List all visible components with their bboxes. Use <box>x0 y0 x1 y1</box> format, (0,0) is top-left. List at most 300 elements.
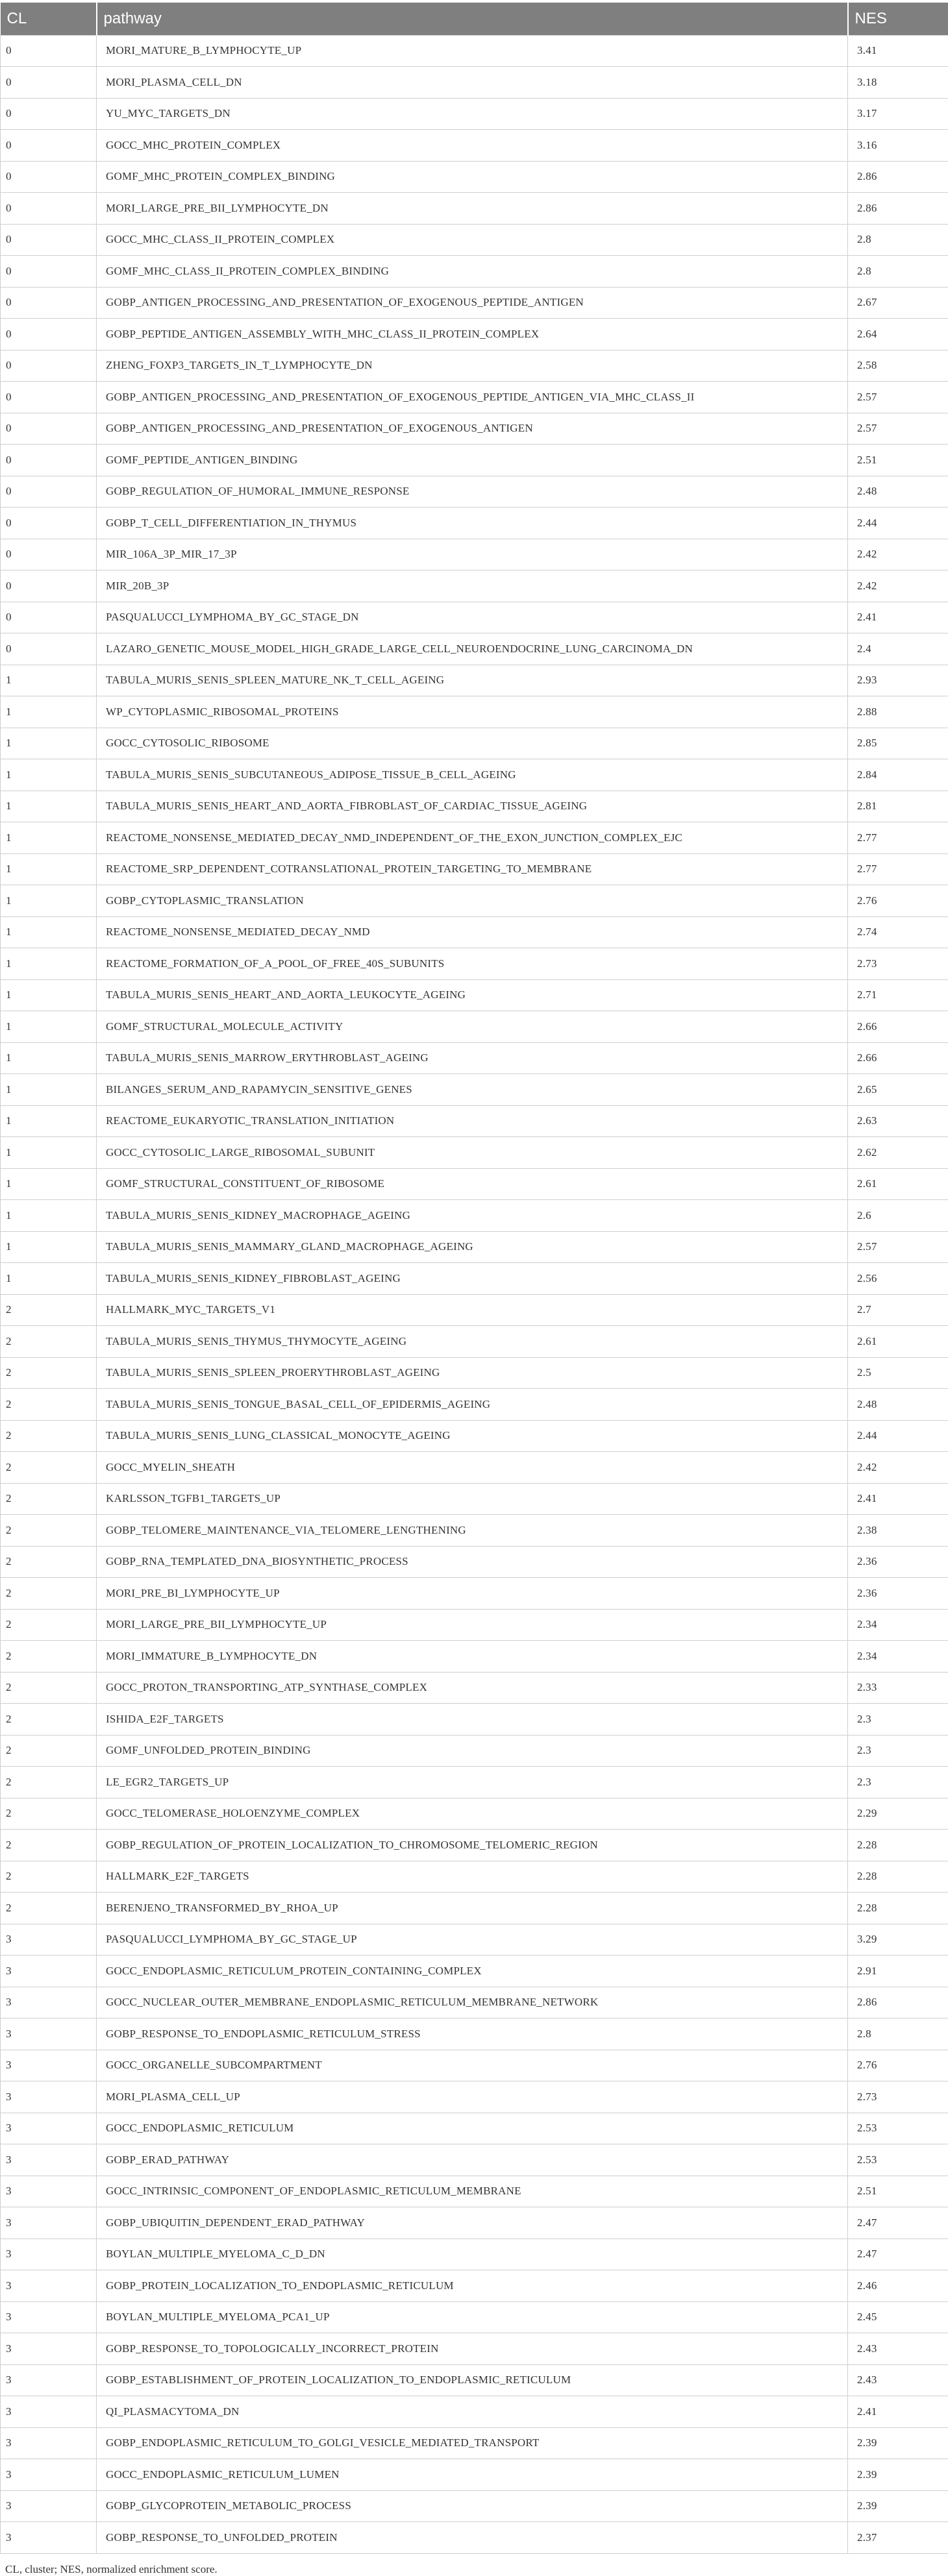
cell-nes: 2.81 <box>848 791 948 822</box>
cell-cl: 3 <box>1 2396 97 2428</box>
cell-nes: 2.28 <box>848 1830 948 1861</box>
cell-cl: 3 <box>1 2207 97 2239</box>
cell-pathway: TABULA_MURIS_SENIS_KIDNEY_MACROPHAGE_AGEING <box>97 1200 848 1232</box>
cell-nes: 2.74 <box>848 916 948 948</box>
table-row <box>1 822 948 854</box>
cell-cl: 0 <box>1 67 97 99</box>
cell-nes: 2.43 <box>848 2364 948 2396</box>
cell-pathway: GOBP_PEPTIDE_ANTIGEN_ASSEMBLY_WITH_MHC_CLASS_II_PROTEIN_COMPLEX <box>97 319 848 350</box>
cell-nes: 2.34 <box>848 1609 948 1641</box>
table-row <box>1 948 948 980</box>
cell-nes: 2.85 <box>848 728 948 759</box>
cell-nes: 2.53 <box>848 2144 948 2176</box>
table-row <box>1 1483 948 1515</box>
cell-cl: 1 <box>1 979 97 1011</box>
cell-pathway: GOCC_NUCLEAR_OUTER_MEMBRANE_ENDOPLASMIC_RETICULUM_MEMBRANE_NETWORK <box>97 1987 848 2018</box>
table-row <box>1 2113 948 2144</box>
cell-nes: 2.63 <box>848 1105 948 1137</box>
cell-nes: 3.17 <box>848 98 948 130</box>
cell-pathway: ISHIDA_E2F_TARGETS <box>97 1704 848 1736</box>
cell-nes: 2.41 <box>848 1483 948 1515</box>
table-row <box>1 1515 948 1547</box>
cell-nes: 2.3 <box>848 1735 948 1767</box>
cell-nes: 2.67 <box>848 287 948 319</box>
cell-cl: 1 <box>1 1011 97 1043</box>
table-row <box>1 2490 948 2522</box>
cell-nes: 2.3 <box>848 1704 948 1736</box>
table-row <box>1 2239 948 2270</box>
cell-pathway: GOMF_STRUCTURAL_MOLECULE_ACTIVITY <box>97 1011 848 1043</box>
table-row <box>1 256 948 288</box>
cell-nes: 2.37 <box>848 2522 948 2554</box>
cell-cl: 1 <box>1 1137 97 1169</box>
table-row <box>1 1798 948 1830</box>
cell-nes: 2.28 <box>848 1861 948 1893</box>
cell-cl: 3 <box>1 2239 97 2270</box>
cell-pathway: MORI_MATURE_B_LYMPHOCYTE_UP <box>97 35 848 67</box>
cell-pathway: TABULA_MURIS_SENIS_HEART_AND_AORTA_LEUKOCYTE_AGEING <box>97 979 848 1011</box>
cell-pathway: GOBP_REGULATION_OF_HUMORAL_IMMUNE_RESPONSE <box>97 476 848 508</box>
cell-cl: 0 <box>1 224 97 256</box>
table-row <box>1 1294 948 1326</box>
cell-pathway: GOCC_CYTOSOLIC_LARGE_RIBOSOMAL_SUBUNIT <box>97 1137 848 1169</box>
cell-nes: 2.47 <box>848 2207 948 2239</box>
cell-cl: 3 <box>1 2522 97 2554</box>
cell-nes: 2.58 <box>848 350 948 382</box>
cell-cl: 3 <box>1 2050 97 2081</box>
cell-pathway: HALLMARK_E2F_TARGETS <box>97 1861 848 1893</box>
cell-pathway: GOBP_RESPONSE_TO_ENDOPLASMIC_RETICULUM_STRESS <box>97 2018 848 2050</box>
cell-nes: 2.29 <box>848 1798 948 1830</box>
cell-pathway: MORI_LARGE_PRE_BII_LYMPHOCYTE_UP <box>97 1609 848 1641</box>
cell-pathway: GOBP_ENDOPLASMIC_RETICULUM_TO_GOLGI_VESICLE_MEDIATED_TRANSPORT <box>97 2427 848 2459</box>
cell-cl: 3 <box>1 2364 97 2396</box>
cell-pathway: TABULA_MURIS_SENIS_MAMMARY_GLAND_MACROPHAGE_AGEING <box>97 1231 848 1263</box>
cell-pathway: MORI_PLASMA_CELL_UP <box>97 2081 848 2113</box>
cell-nes: 2.39 <box>848 2459 948 2491</box>
table-row <box>1 476 948 508</box>
cell-cl: 1 <box>1 822 97 854</box>
table-row <box>1 2522 948 2554</box>
cell-nes: 2.41 <box>848 2396 948 2428</box>
table-row <box>1 2427 948 2459</box>
cell-pathway: GOBP_TELOMERE_MAINTENANCE_VIA_TELOMERE_LENGTHENING <box>97 1515 848 1547</box>
cell-pathway: GOMF_UNFOLDED_PROTEIN_BINDING <box>97 1735 848 1767</box>
cell-nes: 2.53 <box>848 2113 948 2144</box>
cell-nes: 2.8 <box>848 256 948 288</box>
table-row <box>1 319 948 350</box>
cell-nes: 2.44 <box>848 508 948 539</box>
cell-nes: 2.57 <box>848 1231 948 1263</box>
cell-cl: 1 <box>1 759 97 791</box>
cell-cl: 2 <box>1 1515 97 1547</box>
cell-nes: 2.5 <box>848 1357 948 1389</box>
cell-cl: 2 <box>1 1893 97 1924</box>
cell-cl: 0 <box>1 413 97 445</box>
cell-pathway: GOBP_GLYCOPROTEIN_METABOLIC_PROCESS <box>97 2490 848 2522</box>
cell-pathway: GOBP_UBIQUITIN_DEPENDENT_ERAD_PATHWAY <box>97 2207 848 2239</box>
cell-pathway: GOCC_MHC_PROTEIN_COMPLEX <box>97 130 848 162</box>
cell-nes: 2.57 <box>848 382 948 413</box>
cell-cl: 3 <box>1 2018 97 2050</box>
table-row <box>1 2018 948 2050</box>
cell-cl: 1 <box>1 1231 97 1263</box>
cell-nes: 2.76 <box>848 885 948 917</box>
cell-cl: 3 <box>1 1924 97 1956</box>
cell-nes: 2.28 <box>848 1893 948 1924</box>
cell-pathway: TABULA_MURIS_SENIS_SPLEEN_MATURE_NK_T_CELL_AGEING <box>97 665 848 696</box>
cell-nes: 2.71 <box>848 979 948 1011</box>
cell-cl: 3 <box>1 2427 97 2459</box>
cell-nes: 2.36 <box>848 1546 948 1578</box>
cell-cl: 0 <box>1 539 97 570</box>
cell-cl: 2 <box>1 1452 97 1484</box>
cell-pathway: GOCC_ENDOPLASMIC_RETICULUM_PROTEIN_CONTAINING_COMPLEX <box>97 1956 848 1987</box>
cell-pathway: GOBP_REGULATION_OF_PROTEIN_LOCALIZATION_TO_CHROMOSOME_TELOMERIC_REGION <box>97 1830 848 1861</box>
table-row <box>1 350 948 382</box>
table-row <box>1 1452 948 1484</box>
table-row <box>1 696 948 728</box>
cell-cl: 0 <box>1 256 97 288</box>
header-cl: CL <box>1 3 97 35</box>
cell-pathway: GOCC_ORGANELLE_SUBCOMPARTMENT <box>97 2050 848 2081</box>
cell-cl: 2 <box>1 1798 97 1830</box>
header-row <box>1 3 948 35</box>
table-row <box>1 2396 948 2428</box>
cell-pathway: GOCC_ENDOPLASMIC_RETICULUM_LUMEN <box>97 2459 848 2491</box>
header-nes: NES <box>848 3 948 35</box>
cell-nes: 2.62 <box>848 1137 948 1169</box>
table-row <box>1 1956 948 1987</box>
cell-cl: 3 <box>1 2270 97 2302</box>
cell-cl: 0 <box>1 476 97 508</box>
cell-pathway: MORI_LARGE_PRE_BII_LYMPHOCYTE_DN <box>97 193 848 225</box>
cell-pathway: GOCC_TELOMERASE_HOLOENZYME_COMPLEX <box>97 1798 848 1830</box>
table-row <box>1 2144 948 2176</box>
table-row <box>1 916 948 948</box>
cell-nes: 2.93 <box>848 665 948 696</box>
cell-nes: 2.41 <box>848 602 948 633</box>
cell-nes: 2.8 <box>848 2018 948 2050</box>
cell-nes: 2.91 <box>848 1956 948 1987</box>
table-row <box>1 193 948 225</box>
cell-pathway: MORI_PLASMA_CELL_DN <box>97 67 848 99</box>
table-row <box>1 445 948 476</box>
table-row <box>1 1105 948 1137</box>
cell-cl: 2 <box>1 1830 97 1861</box>
table-row <box>1 1924 948 1956</box>
cell-cl: 2 <box>1 1672 97 1704</box>
cell-pathway: GOBP_CYTOPLASMIC_TRANSLATION <box>97 885 848 917</box>
table-row <box>1 1011 948 1043</box>
cell-cl: 3 <box>1 1956 97 1987</box>
table-row <box>1 665 948 696</box>
cell-cl: 0 <box>1 570 97 602</box>
cell-pathway: HALLMARK_MYC_TARGETS_V1 <box>97 1294 848 1326</box>
cell-pathway: REACTOME_SRP_DEPENDENT_COTRANSLATIONAL_PROTEIN_TARGETING_TO_MEMBRANE <box>97 853 848 885</box>
cell-pathway: GOCC_ENDOPLASMIC_RETICULUM <box>97 2113 848 2144</box>
cell-nes: 2.6 <box>848 1200 948 1232</box>
cell-cl: 0 <box>1 633 97 665</box>
cell-cl: 1 <box>1 696 97 728</box>
cell-nes: 2.66 <box>848 1011 948 1043</box>
cell-pathway: GOCC_CYTOSOLIC_RIBOSOME <box>97 728 848 759</box>
cell-nes: 2.86 <box>848 193 948 225</box>
cell-cl: 3 <box>1 2490 97 2522</box>
table-row <box>1 161 948 193</box>
cell-nes: 3.18 <box>848 67 948 99</box>
cell-nes: 2.61 <box>848 1168 948 1200</box>
cell-pathway: GOCC_INTRINSIC_COMPONENT_OF_ENDOPLASMIC_RETICULUM_MEMBRANE <box>97 2176 848 2207</box>
cell-cl: 1 <box>1 916 97 948</box>
cell-pathway: GOMF_PEPTIDE_ANTIGEN_BINDING <box>97 445 848 476</box>
cell-pathway: GOBP_RNA_TEMPLATED_DNA_BIOSYNTHETIC_PROCESS <box>97 1546 848 1578</box>
cell-nes: 2.66 <box>848 1042 948 1074</box>
cell-nes: 2.33 <box>848 1672 948 1704</box>
cell-pathway: TABULA_MURIS_SENIS_TONGUE_BASAL_CELL_OF_EPIDERMIS_AGEING <box>97 1389 848 1421</box>
cell-cl: 1 <box>1 1042 97 1074</box>
cell-cl: 3 <box>1 2144 97 2176</box>
cell-nes: 2.84 <box>848 759 948 791</box>
cell-nes: 2.44 <box>848 1420 948 1452</box>
cell-nes: 2.3 <box>848 1767 948 1798</box>
table-row <box>1 2081 948 2113</box>
cell-nes: 2.46 <box>848 2270 948 2302</box>
cell-nes: 2.43 <box>848 2333 948 2365</box>
table-footnote: CL, cluster; NES, normalized enrichment score. <box>0 2554 948 2576</box>
table-row <box>1 1042 948 1074</box>
cell-nes: 3.16 <box>848 130 948 162</box>
table-row <box>1 2050 948 2081</box>
cell-pathway: WP_CYTOPLASMIC_RIBOSOMAL_PROTEINS <box>97 696 848 728</box>
table-row <box>1 539 948 570</box>
table-row <box>1 1200 948 1232</box>
cell-pathway: TABULA_MURIS_SENIS_MARROW_ERYTHROBLAST_AGEING <box>97 1042 848 1074</box>
cell-nes: 2.48 <box>848 1389 948 1421</box>
table-row <box>1 633 948 665</box>
cell-cl: 1 <box>1 1168 97 1200</box>
cell-pathway: YU_MYC_TARGETS_DN <box>97 98 848 130</box>
cell-pathway: GOBP_RESPONSE_TO_TOPOLOGICALLY_INCORRECT_PROTEIN <box>97 2333 848 2365</box>
pathway-table <box>0 3 948 2554</box>
cell-cl: 1 <box>1 665 97 696</box>
cell-cl: 0 <box>1 602 97 633</box>
table-row <box>1 1357 948 1389</box>
cell-pathway: GOCC_MHC_CLASS_II_PROTEIN_COMPLEX <box>97 224 848 256</box>
cell-cl: 0 <box>1 287 97 319</box>
cell-nes: 2.4 <box>848 633 948 665</box>
table-row <box>1 35 948 67</box>
cell-cl: 0 <box>1 130 97 162</box>
table-row <box>1 413 948 445</box>
table-row <box>1 98 948 130</box>
cell-nes: 2.39 <box>848 2427 948 2459</box>
cell-pathway: ZHENG_FOXP3_TARGETS_IN_T_LYMPHOCYTE_DN <box>97 350 848 382</box>
table-row <box>1 382 948 413</box>
cell-nes: 2.48 <box>848 476 948 508</box>
cell-cl: 2 <box>1 1294 97 1326</box>
table-row <box>1 224 948 256</box>
cell-pathway: REACTOME_NONSENSE_MEDIATED_DECAY_NMD_INDEPENDENT_OF_THE_EXON_JUNCTION_COMPLEX_EJC <box>97 822 848 854</box>
table-row <box>1 2333 948 2365</box>
cell-pathway: TABULA_MURIS_SENIS_KIDNEY_FIBROBLAST_AGEING <box>97 1263 848 1295</box>
cell-pathway: GOBP_ANTIGEN_PROCESSING_AND_PRESENTATION_OF_EXOGENOUS_PEPTIDE_ANTIGEN <box>97 287 848 319</box>
cell-pathway: PASQUALUCCI_LYMPHOMA_BY_GC_STAGE_DN <box>97 602 848 633</box>
table-row <box>1 1735 948 1767</box>
cell-nes: 3.29 <box>848 1924 948 1956</box>
cell-pathway: MIR_20B_3P <box>97 570 848 602</box>
cell-pathway: TABULA_MURIS_SENIS_SUBCUTANEOUS_ADIPOSE_TISSUE_B_CELL_AGEING <box>97 759 848 791</box>
cell-cl: 0 <box>1 193 97 225</box>
cell-cl: 0 <box>1 350 97 382</box>
table-row <box>1 2364 948 2396</box>
cell-nes: 3.41 <box>848 35 948 67</box>
table-row <box>1 853 948 885</box>
cell-nes: 2.51 <box>848 445 948 476</box>
cell-cl: 0 <box>1 35 97 67</box>
cell-nes: 2.76 <box>848 2050 948 2081</box>
cell-pathway: GOMF_STRUCTURAL_CONSTITUENT_OF_RIBOSOME <box>97 1168 848 1200</box>
cell-nes: 2.64 <box>848 319 948 350</box>
cell-nes: 2.86 <box>848 161 948 193</box>
cell-cl: 1 <box>1 853 97 885</box>
table-row <box>1 2176 948 2207</box>
cell-nes: 2.8 <box>848 224 948 256</box>
table-row <box>1 1389 948 1421</box>
cell-pathway: QI_PLASMACYTOMA_DN <box>97 2396 848 2428</box>
table-row <box>1 1893 948 1924</box>
cell-cl: 3 <box>1 2333 97 2365</box>
table-row <box>1 1168 948 1200</box>
table-row <box>1 979 948 1011</box>
cell-pathway: PASQUALUCCI_LYMPHOMA_BY_GC_STAGE_UP <box>97 1924 848 1956</box>
cell-nes: 2.73 <box>848 948 948 980</box>
cell-cl: 0 <box>1 382 97 413</box>
cell-pathway: GOMF_MHC_CLASS_II_PROTEIN_COMPLEX_BINDING <box>97 256 848 288</box>
cell-nes: 2.42 <box>848 570 948 602</box>
table-row <box>1 2459 948 2491</box>
cell-nes: 2.77 <box>848 822 948 854</box>
cell-cl: 2 <box>1 1326 97 1358</box>
cell-nes: 2.88 <box>848 696 948 728</box>
cell-pathway: TABULA_MURIS_SENIS_HEART_AND_AORTA_FIBROBLAST_OF_CARDIAC_TISSUE_AGEING <box>97 791 848 822</box>
cell-nes: 2.77 <box>848 853 948 885</box>
cell-pathway: REACTOME_EUKARYOTIC_TRANSLATION_INITIATION <box>97 1105 848 1137</box>
cell-pathway: REACTOME_NONSENSE_MEDIATED_DECAY_NMD <box>97 916 848 948</box>
cell-pathway: TABULA_MURIS_SENIS_LUNG_CLASSICAL_MONOCYTE_AGEING <box>97 1420 848 1452</box>
table-row <box>1 1609 948 1641</box>
table-row <box>1 1767 948 1798</box>
cell-pathway: GOBP_T_CELL_DIFFERENTIATION_IN_THYMUS <box>97 508 848 539</box>
table-row <box>1 1641 948 1673</box>
cell-cl: 0 <box>1 508 97 539</box>
cell-cl: 1 <box>1 1074 97 1106</box>
cell-pathway: GOBP_ERAD_PATHWAY <box>97 2144 848 2176</box>
cell-nes: 2.65 <box>848 1074 948 1106</box>
cell-nes: 2.57 <box>848 413 948 445</box>
table-body <box>1 35 948 2553</box>
cell-cl: 2 <box>1 1641 97 1673</box>
table-row <box>1 1546 948 1578</box>
cell-pathway: MIR_106A_3P_MIR_17_3P <box>97 539 848 570</box>
cell-pathway: BOYLAN_MULTIPLE_MYELOMA_C_D_DN <box>97 2239 848 2270</box>
cell-nes: 2.34 <box>848 1641 948 1673</box>
cell-nes: 2.39 <box>848 2490 948 2522</box>
table-row <box>1 759 948 791</box>
table-row <box>1 602 948 633</box>
cell-nes: 2.42 <box>848 539 948 570</box>
cell-cl: 0 <box>1 98 97 130</box>
cell-pathway: GOMF_MHC_PROTEIN_COMPLEX_BINDING <box>97 161 848 193</box>
cell-pathway: GOCC_PROTON_TRANSPORTING_ATP_SYNTHASE_COMPLEX <box>97 1672 848 1704</box>
cell-cl: 2 <box>1 1483 97 1515</box>
table-row <box>1 1987 948 2018</box>
cell-pathway: BILANGES_SERUM_AND_RAPAMYCIN_SENSITIVE_GENES <box>97 1074 848 1106</box>
cell-cl: 1 <box>1 728 97 759</box>
cell-nes: 2.45 <box>848 2301 948 2333</box>
table-row <box>1 67 948 99</box>
cell-cl: 3 <box>1 2113 97 2144</box>
cell-nes: 2.86 <box>848 1987 948 2018</box>
cell-pathway: LAZARO_GENETIC_MOUSE_MODEL_HIGH_GRADE_LARGE_CELL_NEUROENDOCRINE_LUNG_CARCINOMA_DN <box>97 633 848 665</box>
cell-pathway: GOBP_ANTIGEN_PROCESSING_AND_PRESENTATION_OF_EXOGENOUS_PEPTIDE_ANTIGEN_VIA_MHC_CLASS_II <box>97 382 848 413</box>
cell-pathway: TABULA_MURIS_SENIS_SPLEEN_PROERYTHROBLAST_AGEING <box>97 1357 848 1389</box>
table-header <box>1 3 948 35</box>
cell-cl: 0 <box>1 445 97 476</box>
cell-nes: 2.73 <box>848 2081 948 2113</box>
cell-cl: 3 <box>1 1987 97 2018</box>
cell-cl: 2 <box>1 1546 97 1578</box>
table-row <box>1 885 948 917</box>
cell-cl: 2 <box>1 1767 97 1798</box>
cell-nes: 2.7 <box>848 1294 948 1326</box>
cell-nes: 2.36 <box>848 1578 948 1610</box>
table-row <box>1 1672 948 1704</box>
table-row <box>1 508 948 539</box>
cell-pathway: LE_EGR2_TARGETS_UP <box>97 1767 848 1798</box>
cell-cl: 1 <box>1 948 97 980</box>
cell-pathway: GOBP_PROTEIN_LOCALIZATION_TO_ENDOPLASMIC_RETICULUM <box>97 2270 848 2302</box>
cell-cl: 3 <box>1 2459 97 2491</box>
cell-cl: 1 <box>1 1263 97 1295</box>
cell-pathway: BOYLAN_MULTIPLE_MYELOMA_PCA1_UP <box>97 2301 848 2333</box>
cell-pathway: GOBP_ESTABLISHMENT_OF_PROTEIN_LOCALIZATION_TO_ENDOPLASMIC_RETICULUM <box>97 2364 848 2396</box>
cell-pathway: TABULA_MURIS_SENIS_THYMUS_THYMOCYTE_AGEING <box>97 1326 848 1358</box>
cell-pathway: MORI_PRE_BI_LYMPHOCYTE_UP <box>97 1578 848 1610</box>
cell-cl: 2 <box>1 1609 97 1641</box>
table-row <box>1 2270 948 2302</box>
table-row <box>1 130 948 162</box>
table-row <box>1 1861 948 1893</box>
table-row <box>1 287 948 319</box>
cell-cl: 2 <box>1 1861 97 1893</box>
table-row <box>1 1704 948 1736</box>
cell-cl: 3 <box>1 2081 97 2113</box>
cell-nes: 2.42 <box>848 1452 948 1484</box>
cell-cl: 2 <box>1 1704 97 1736</box>
cell-pathway: GOBP_ANTIGEN_PROCESSING_AND_PRESENTATION_OF_EXOGENOUS_ANTIGEN <box>97 413 848 445</box>
cell-cl: 1 <box>1 1200 97 1232</box>
table-row <box>1 791 948 822</box>
table-row <box>1 1326 948 1358</box>
cell-pathway: REACTOME_FORMATION_OF_A_POOL_OF_FREE_40S_SUBUNITS <box>97 948 848 980</box>
table-row <box>1 2301 948 2333</box>
table-row <box>1 728 948 759</box>
table-row <box>1 1420 948 1452</box>
cell-cl: 3 <box>1 2301 97 2333</box>
cell-pathway: GOCC_MYELIN_SHEATH <box>97 1452 848 1484</box>
cell-cl: 2 <box>1 1389 97 1421</box>
